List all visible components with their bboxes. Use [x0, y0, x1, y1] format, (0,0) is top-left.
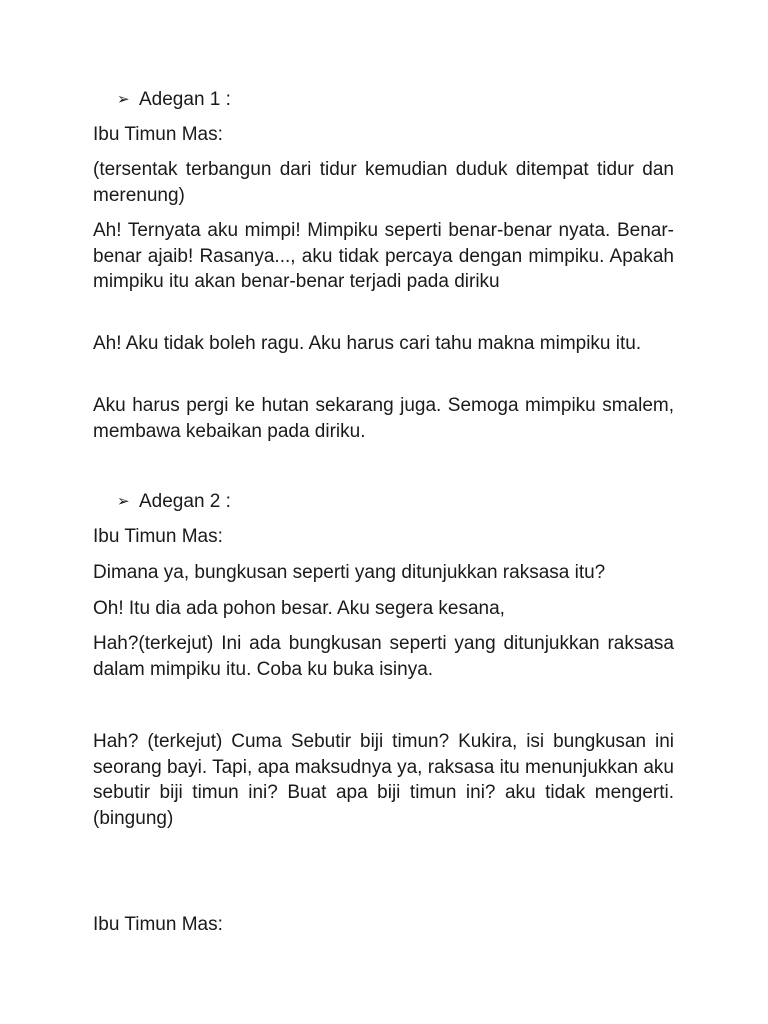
scene-1-heading	[117, 87, 698, 113]
scene-1-paragraph-2: Ah! Ternyata aku mimpi! Mimpiku seperti benar-benar nyata. Benar-benar ajaib! Rasanya..., aku tidak percaya dengan mimpiku. Apakah mimpiku itu akan benar-benar terjadi pada diriku	[93, 220, 674, 292]
scene-2-paragraph-2: Oh! Itu dia ada pohon besar. Aku segera kesana,	[93, 598, 505, 619]
scene-1-paragraph-4: Aku harus pergi ke hutan sekarang juga. Semoga mimpiku smalem, membawa kebaikan pada diriku.	[93, 395, 674, 442]
scene-2-speaker: Ibu Timun Mas:	[93, 526, 223, 547]
scene-2-paragraph-3: Hah?(terkejut) Ini ada bungkusan seperti yang ditunjukkan raksasa dalam mimpiku itu. Coba ku buka isinya.	[93, 633, 674, 680]
scene-2-paragraph-4: Hah? (terkejut) Cuma Sebutir biji timun? Kukira, isi bungkusan ini seorang bayi. Tapi, apa maksudnya ya, raksasa itu menunjukkan aku sebutir biji timun ini? Buat apa biji timun ini? aku tidak mengerti.(bingung)	[93, 731, 674, 829]
scene-1-paragraph-3: Ah! Aku tidak boleh ragu. Aku harus cari tahu makna mimpiku itu.	[93, 333, 642, 354]
arrow-bullet-icon: ➢	[117, 91, 130, 108]
scene-1-paragraph-1: (tersentak terbangun dari tidur kemudian duduk ditempat tidur dan merenung)	[93, 159, 674, 206]
scene-2-heading-text: Adegan 2 :	[139, 491, 231, 512]
scene-1-speaker: Ibu Timun Mas:	[93, 124, 223, 145]
scene-1-heading-text: Adegan 1 :	[139, 89, 231, 110]
scene-2-paragraph-1: Dimana ya, bungkusan seperti yang ditunjukkan raksasa itu?	[93, 562, 606, 583]
arrow-bullet-icon: ➢	[117, 493, 130, 510]
scene-3-speaker: Ibu Timun Mas:	[93, 914, 223, 935]
scene-2-heading	[117, 489, 698, 515]
